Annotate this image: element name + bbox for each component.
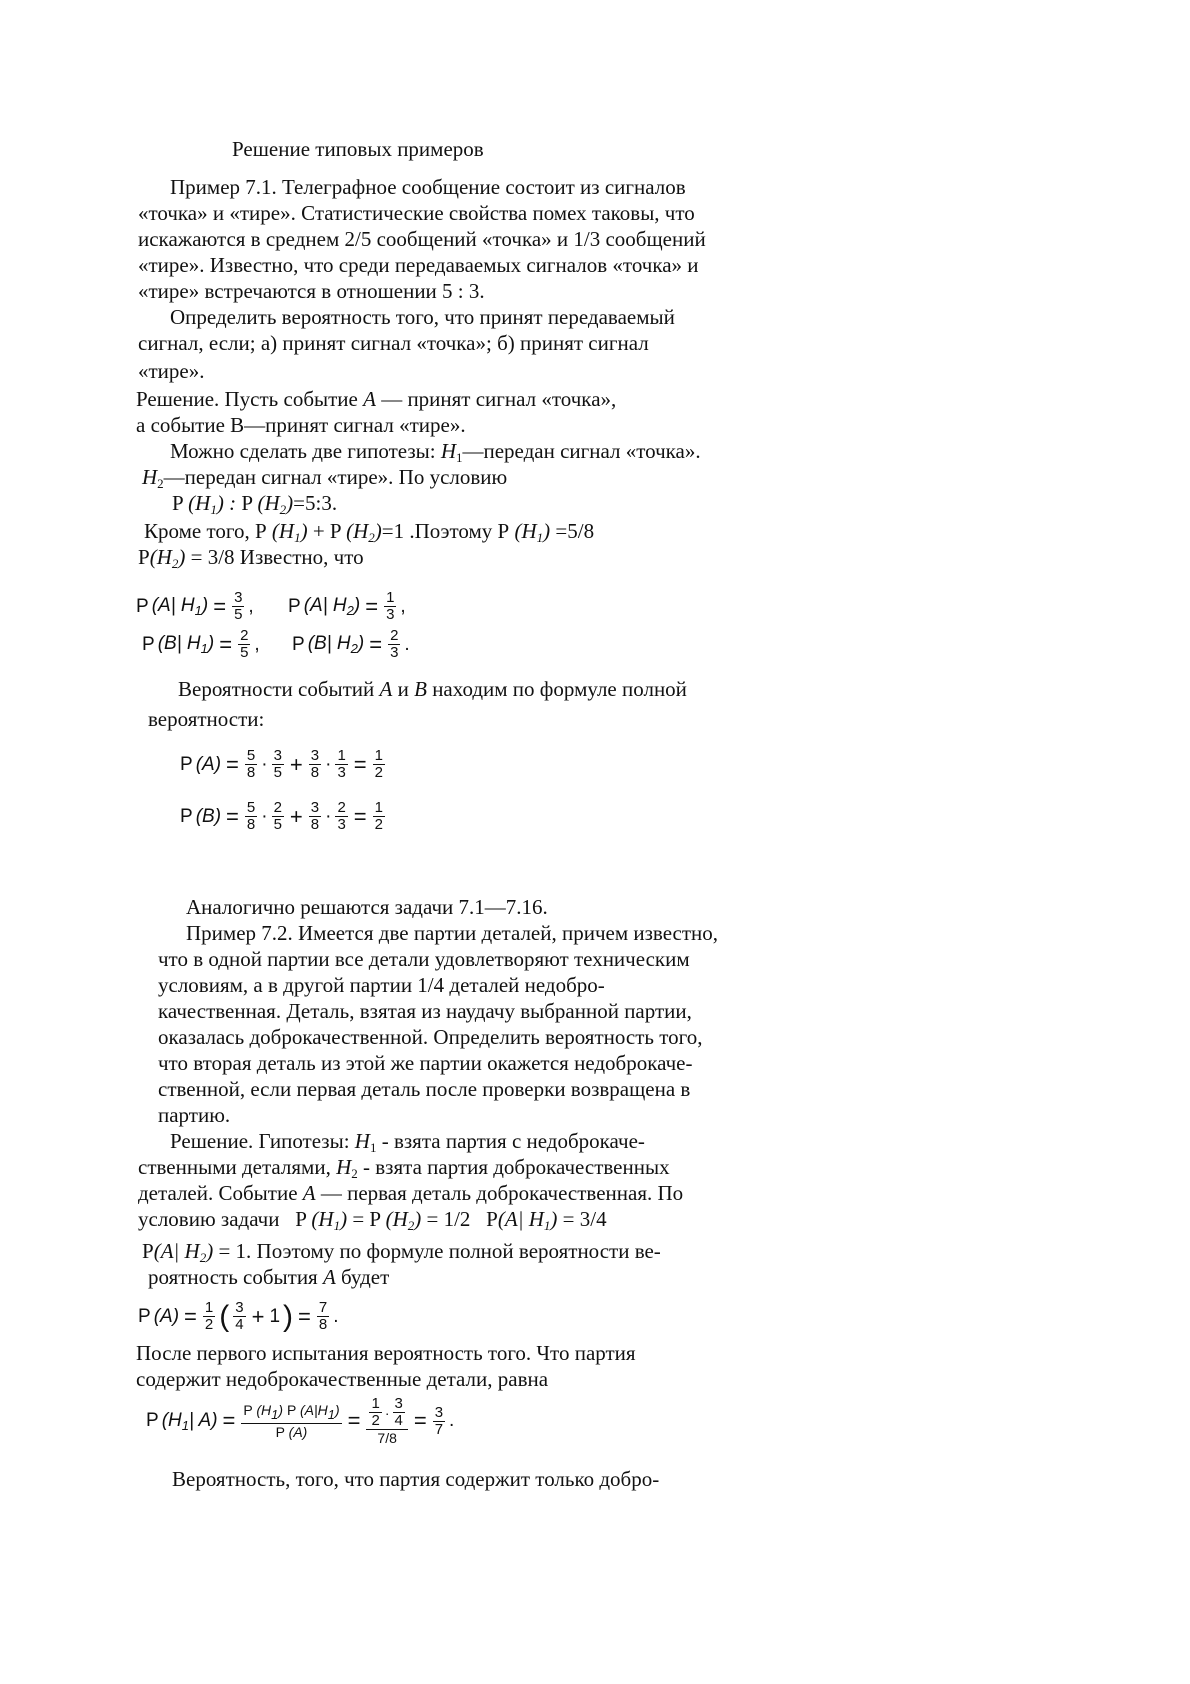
equals: = [226,751,239,777]
plus: + [289,803,303,829]
total-prob-text-b: и [397,677,409,701]
open-paren: ( [153,1305,161,1327]
analog-line: Аналогично решаются задачи 7.1—7.16. [186,895,548,919]
fraction [369,1396,381,1429]
after-test-line-1: После первого испытания вероятность того. Что партия [136,1341,636,1365]
a-symbol: A [504,1207,518,1231]
p-symbol: P [241,491,253,515]
fraction-denominator: 8 [246,816,256,833]
p-h1-value: =5/8 [555,519,595,543]
bar: | [170,595,176,616]
fraction-numerator: 5 [246,799,256,816]
ex2-line-3: условиям, а в другой партии 1/4 деталей недобро- [158,973,605,997]
open-paren: ( [157,633,165,654]
close-paren: ) [207,633,215,654]
fraction-denominator: 4 [235,1316,244,1333]
h-index: 2 [279,502,287,517]
fraction-numerator: 1 [337,747,346,764]
fraction [309,748,321,781]
p-symbol: P [180,753,193,775]
a-symbol: A [379,677,393,701]
fraction-numerator: 1 [374,799,383,816]
open-paren: ( [161,1409,169,1431]
fraction-denominator: 8 [310,816,320,833]
dot: · [384,1404,390,1421]
ex2-line-5: оказалась доброкачественной. Определить вероятность того, [158,1025,703,1049]
sum-label: Кроме того, Р [144,519,267,543]
h-index: 2 [171,556,179,571]
page-title: Решение типовых примеров [232,137,484,161]
h-symbol: H [353,519,369,543]
h2-index: 2 [157,476,164,491]
h2-index: 2 [351,1166,358,1181]
fraction-numerator: 5 [246,747,256,764]
fraction-denominator: 8 [318,1316,328,1333]
ex1-line-5: «тире» встречаются в отношении 5 : 3. [138,279,485,303]
open-paren: ( [497,1207,505,1231]
fraction-denominator: 5 [234,606,243,623]
equals: = [352,1207,365,1231]
close-paren: ) [178,545,186,569]
fraction-numerator: 7 [318,1299,328,1316]
ex2-line-7: ственной, если первая деталь после проверки возвращена в [158,1077,691,1101]
close-paren: ) [214,753,222,775]
ex2-line-6: что вторая деталь из этой же партии окажется недоброкаче- [158,1051,693,1075]
b-symbol: B [164,633,177,654]
h-symbol: H [186,633,201,654]
period: . [404,633,410,655]
equals: = [184,1303,197,1329]
fraction [272,800,284,833]
open-paren: ( [307,633,315,654]
fraction-numerator: 1 [374,747,383,764]
event-prob-tail: будет [341,1265,390,1289]
fraction-numerator: 3 [394,1395,403,1412]
equals: = [213,593,227,619]
a-symbol: A [322,1265,336,1289]
p-symbol: P [172,491,183,515]
a-symbol: A [304,1402,314,1418]
close-paren: ) [357,633,365,654]
a-symbol: A [310,595,323,616]
fraction-numerator: 3 [234,589,243,606]
formula-p-b-h1 [142,628,260,661]
h-symbol: H [264,491,280,515]
fraction [272,748,284,781]
open-paren: ( [151,595,159,616]
fraction-numerator: 1 [386,589,395,606]
bar: | [313,1402,318,1418]
h-symbol: H [168,1409,182,1431]
p-symbol: P [138,545,150,569]
h1-symbol: H [354,1129,370,1153]
total-prob-intro: = 1. Поэтому по формуле полной вероятности ве- [218,1239,661,1263]
h-index: 1 [194,603,202,618]
p-symbol: P [486,1207,498,1231]
event-prob-lead: роятность события [148,1265,318,1289]
fraction-numerator: 1 [204,1299,214,1316]
h-index: 2 [346,603,354,618]
open-paren: ( [346,519,354,543]
p-symbol: P [243,1402,253,1418]
formula-p-a [180,748,386,781]
open-paren: ( [311,1207,319,1231]
p-a-h1-value: = 3/4 [562,1207,607,1231]
p-symbol: P [146,1410,159,1431]
equals: = [347,1408,361,1433]
p-symbol: P [295,1207,307,1231]
fraction-denominator: 3 [337,816,346,833]
p-symbol: P [292,633,305,655]
equals: = [365,593,379,619]
open-paren: ( [271,519,279,543]
big-close-paren: ) [283,1299,294,1333]
fraction [373,748,385,781]
fraction-denominator: 8 [310,764,320,781]
h-index: 1 [333,1218,341,1233]
ex2-line-1: Пример 7.2. Имеется две партии деталей, причем известно, [186,921,719,945]
formula-p-a-ex2 [138,1300,339,1333]
p-symbol: P [369,1207,381,1231]
ex2-solution-line-3 [138,1180,683,1206]
bar: | [517,1207,524,1231]
total-prob-text-a: Вероятности событий [178,677,375,701]
bar: | [322,595,328,616]
h-symbol: H [521,519,537,543]
event-a: A [363,387,376,411]
h-index: 1 [536,530,544,545]
a-symbol: A [160,1305,173,1327]
last-line: Вероятность, того, что партия содержит только добро- [172,1467,660,1491]
h-symbol: H [317,1402,328,1418]
close-paren: ) [172,1305,180,1327]
close-paren: ) [414,1207,422,1231]
dot: · [261,753,268,775]
close-paren: ) [286,491,294,515]
fraction-denominator: 2 [374,816,383,833]
close-paren: ) [302,1424,308,1440]
formula-p-b [180,800,386,833]
formula-p-a-h1 [136,590,254,623]
solution-label: Решение. Гипотезы: [170,1129,350,1153]
fraction [203,1300,215,1333]
plus: + [251,1303,265,1329]
h-symbol: H [261,1402,272,1418]
fraction [238,628,250,661]
fraction [388,628,400,661]
close-paren: ) [334,1402,340,1418]
one: 1 [269,1305,281,1327]
comma: , [248,595,254,617]
fraction [335,800,347,833]
h-index: 1 [327,1407,335,1422]
fraction-numerator: 3 [434,1403,444,1421]
condition-lead: условию задачи [138,1207,280,1231]
h-index: 1 [271,1407,279,1422]
fraction-denominator: 2 [374,764,383,781]
close-paren: ) [374,519,382,543]
bar: | [326,633,332,654]
h-symbol: H [336,633,351,654]
h1-index: 1 [456,450,463,465]
formula-p-b-h2 [292,628,410,661]
hypothesis-2-text: - взята партия доброкачественных [363,1155,670,1179]
hypotheses-label: Можно сделать две гипотезы: [170,439,436,463]
period: . [333,1305,339,1327]
fraction-denominator: 8 [246,764,256,781]
fraction-denominator: 3 [337,764,346,781]
total-prob-text-c: находим по формуле полной [432,677,687,701]
b-symbol: B [414,677,427,701]
solution-label: Решение. Пусть событие [136,387,358,411]
solution-tail: — принят сигнал «точка», [375,387,617,411]
fraction-denominator: 3 [386,606,395,623]
close-paren: ) [353,595,361,616]
bayes-fraction [241,1402,341,1440]
h-symbol: H [156,545,172,569]
fraction-numerator: 3 [273,747,282,764]
fraction [233,1300,245,1333]
h-symbol: H [278,519,295,543]
fraction-denominator: 2 [204,1316,214,1333]
h-index: 1 [200,641,208,656]
bayes-numerator [241,1402,341,1424]
h-index: 2 [199,1250,207,1265]
equals: = [353,803,367,829]
a-symbol: A [158,595,171,616]
fraction [393,1396,405,1429]
close-paren: ) [206,1239,214,1263]
close-paren: ) [278,1402,284,1418]
h2-symbol: H [142,465,158,489]
close-paren: ) [201,595,209,616]
hypothesis-1-text: —передан сигнал «точка». [462,439,701,463]
numeric-numerator [366,1396,407,1430]
hypothesis-2-text: —передан сигнал «тире». По условию [163,465,508,489]
h-index: 1 [210,502,217,517]
p-symbol: P [275,1424,285,1440]
equals: = [413,1408,427,1433]
fraction [433,1405,445,1438]
known-that: Известно, что [239,545,364,569]
close-paren: ) [214,805,222,827]
h1-symbol: H [440,439,456,463]
bayes-denominator [274,1424,310,1440]
open-paren: ( [385,1207,393,1231]
h-symbol: H [180,595,195,616]
b-symbol: B [314,633,327,654]
dot: · [325,753,332,775]
fraction-numerator: 2 [337,799,346,816]
equals: = [353,751,367,777]
fraction-numerator: 2 [390,627,399,644]
p-h2-value: = 3/8 [190,545,235,569]
h-symbol: H [332,595,347,616]
p-symbol: P [142,1239,154,1263]
p-symbol: P [288,595,301,617]
fraction [335,748,347,781]
p-symbol: P [180,805,193,827]
hypothesis-1-text: - взята партия с недоброкаче- [381,1129,645,1153]
plus: + [289,751,303,777]
fraction-numerator: 2 [240,627,249,644]
open-paren: ( [153,1239,161,1263]
close-paren: ) [216,491,224,515]
ex1-line-2: «точка» и «тире». Статистические свойства помех таковы, что [138,201,695,225]
p-h-value: = 1/2 [426,1207,471,1231]
a-symbol: A [160,1239,174,1263]
open-paren: ( [195,805,203,827]
b-symbol: B [202,805,215,827]
bar: | [173,1239,180,1263]
h-symbol: H [184,1239,200,1263]
ex2-solution-line-4 [138,1206,607,1239]
ex1-line-7: сигнал, если; а) принят сигнал «точка»; б) принят сигнал [138,331,649,355]
h-symbol: H [392,1207,408,1231]
fraction-denominator: 5 [240,644,249,661]
fraction [384,590,396,623]
fraction-denominator: 5 [273,764,282,781]
fraction-denominator: 5 [273,816,282,833]
h-index: 2 [407,1218,415,1233]
ex2-line-4: качественная. Деталь, взятая из наудачу выбранной партии, [158,999,692,1023]
colon: : [229,491,237,515]
ex2-solution-line-6 [148,1264,389,1290]
formula-p-a-h2 [288,590,406,623]
bar: | [188,1409,194,1431]
after-test-line-2: содержит недоброкачественные детали, равна [136,1367,549,1391]
hypothesis-2-lead: ственными деталями, [138,1155,331,1179]
h-index: 1 [543,1218,551,1233]
event-lead: деталей. Событие [138,1181,298,1205]
p-symbol: P [136,595,149,617]
open-paren: ( [257,491,265,515]
event-text: — первая деталь доброкачественная. По [320,1181,684,1205]
equals: = [222,1408,236,1433]
fraction [317,1300,329,1333]
h-index: 2 [368,530,375,545]
fraction-denominator: 7 [434,1420,444,1438]
total-prob-line-1 [178,676,687,702]
a-symbol: A [302,1181,316,1205]
comma: , [254,633,260,655]
dot: · [261,805,268,827]
h-index: 2 [350,641,358,656]
p-symbol: P [138,1305,151,1327]
equals: = [219,631,233,657]
fraction [309,800,321,833]
h-index: 1 [294,530,301,545]
fraction-numerator: 3 [310,799,320,816]
sum-mid-text: =1 .Поэтому Р [381,519,510,543]
p-symbol: P [142,633,155,655]
ex2-line-2: что в одной партии все детали удовлетворяют техническим [158,947,690,971]
close-paren: ) [543,519,551,543]
a-symbol: A [293,1424,303,1440]
big-open-paren: ( [219,1299,230,1333]
fraction-denominator: 2 [371,1412,380,1429]
close-paren: ) [211,1409,218,1431]
fraction [245,748,257,781]
fraction-numerator: 3 [235,1299,244,1316]
ex2-line-8: партию. [158,1103,231,1127]
open-paren: ( [299,1402,305,1418]
fraction-numerator: 1 [371,1395,380,1412]
numeric-denominator: 7/8 [377,1430,397,1446]
ex1-line-8: «тире». [138,359,205,383]
close-paren: ) [340,1207,348,1231]
open-paren: ( [149,545,157,569]
open-paren: ( [256,1402,262,1418]
ex1-line-4: «тире». Известно, что среди передаваемых сигналов «точка» и [138,253,699,277]
p-symbol: P [329,519,341,543]
ex1-solution-line-1 [136,386,616,412]
ex1-solution-line-2: a событие В—принят сигнал «тире». [136,413,466,437]
fraction-denominator: 4 [394,1412,403,1429]
fraction [232,590,244,623]
equals: = [298,1303,311,1329]
equals: = [226,803,239,829]
close-paren: ) [300,519,308,543]
ex1-line-1: Пример 7.1. Телеграфное сообщение состоит из сигналов [170,175,686,199]
open-paren: ( [195,753,203,775]
h-symbol: H [195,491,211,515]
close-paren: ) [550,1207,558,1231]
fraction [373,800,385,833]
fraction-denominator: 3 [390,644,399,661]
ex1-p2-line [138,544,364,577]
comma: , [400,595,406,617]
period: . [449,1410,455,1431]
p-symbol: P [286,1402,297,1418]
h-symbol: H [318,1207,334,1231]
total-prob-line-2: вероятности: [148,707,265,731]
numeric-fraction [366,1396,407,1446]
h2-symbol: H [336,1155,352,1179]
h-index: 1 [181,1417,189,1433]
a-symbol: A [198,1409,212,1431]
open-paren: ( [303,595,311,616]
ex1-line-6: Определить вероятность того, что принят передаваемый [170,305,675,329]
dot: · [325,805,332,827]
bar: | [176,633,182,654]
fraction [245,800,257,833]
open-paren: ( [288,1424,294,1440]
fraction-numerator: 2 [273,799,282,816]
ratio-value: =5:3. [293,491,338,515]
open-paren: ( [514,519,522,543]
h-symbol: H [528,1207,544,1231]
ex1-line-3: искажаются в среднем 2/5 сообщений «точка» и 1/3 сообщений [138,227,706,251]
plus: + [312,519,325,543]
fraction-numerator: 3 [310,747,320,764]
formula-bayes [146,1396,454,1446]
open-paren: ( [188,491,196,515]
equals: = [369,631,383,657]
h1-index: 1 [369,1140,377,1155]
a-symbol: A [202,753,215,775]
